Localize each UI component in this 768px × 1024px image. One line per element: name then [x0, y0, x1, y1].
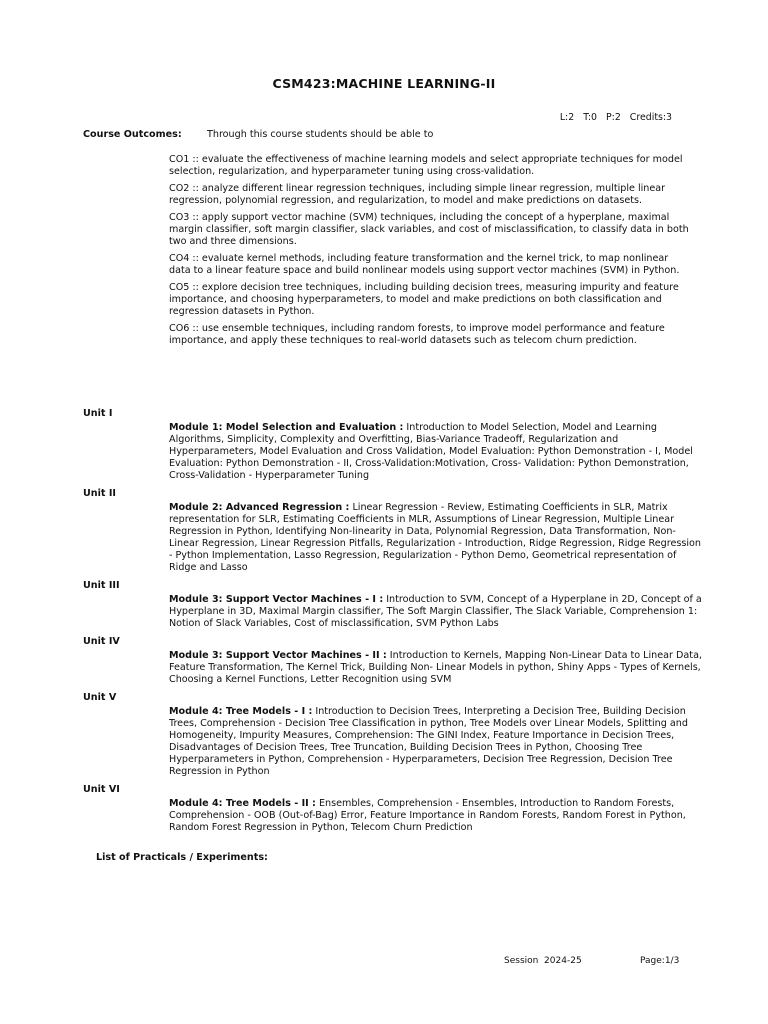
unit-module — [169, 594, 705, 630]
course-outcome-item: CO6 :: use ensemble techniques, including random forests, to improve model performance and feature importance, and apply these techniques to real-world datasets such as telecom churn prediction. — [169, 323, 665, 346]
module-content: Linear Regression - Review, Estimating Coefficients in SLR, Matrix representation for SLR, Estimating Coefficients in MLR, Assumptions of Linear Regression, Multiple Linear Regression in Python, Identifying Non-linearity in Data, Polynomial Regression, Data Transformation, Non-Linear Regression, Linear Regression Pitfalls, Regularization - Introduction, Ridge Regression, Ridge Regression - Python Implementation, Lasso Regression, Regularization - Python Demo, Geometrical representation of Ridge and Lasso — [169, 502, 702, 573]
unit-module — [169, 706, 705, 778]
course-outcomes-list — [169, 154, 689, 352]
module-title: Module 3: Support Vector Machines - I : — [169, 594, 384, 605]
footer-session: Session 2024-25 — [504, 956, 582, 966]
unit-block — [83, 580, 705, 630]
lecture-hours: L:2 — [559, 112, 575, 123]
module-title: Module 2: Advanced Regression : — [169, 502, 350, 513]
module-content: Introduction to SVM, Concept of a Hyperplane in 2D, Concept of a Hyperplane in 3D, Maximal Margin classifier, The Soft Margin Classifier, The Slack Variable, Comprehension 1: Notion of Slack Variables, Cost of misclassification, SVM Python Labs — [169, 594, 702, 629]
unit-block — [83, 488, 705, 574]
course-outcome-item: CO3 :: apply support vector machine (SVM) techniques, including the concept of a hyperplane, maximal margin classifier, soft margin classifier, slack variables, and cost of misclassification, to classify data in both two and three dimensions. — [169, 212, 689, 247]
practical-hours: P:2 — [606, 112, 621, 123]
course-outcomes-label: Course Outcomes: — [83, 129, 182, 140]
course-outcome-item: CO5 :: explore decision tree techniques, including building decision trees, measuring impurity and feature importance, and choosing hyperparameters, to model and make predictions on both classification and regression datasets in Python. — [169, 282, 679, 317]
module-content: Introduction to Model Selection, Model and Learning Algorithms, Simplicity, Complexity and Overfitting, Bias-Variance Tradeoff, Regularization and Hyperparameters, Model Evaluation and Cross Validation, Model Evaluation: Python Demonstration - I, Model Evaluation: Python Demonstration - II, Cross-Validation:Motivation, Cross- Validation: Python Demonstration, Cross-Validation - Hyperparameter Tuning — [169, 422, 693, 481]
module-content: Ensembles, Comprehension - Ensembles, Introduction to Random Forests, Comprehension - OOB (Out-of-Bag) Error, Feature Importance in Random Forests, Random Forest in Python, Random Forest Regression in Python, Telecom Churn Prediction — [169, 798, 686, 833]
module-content: Introduction to Decision Trees, Interpreting a Decision Tree, Building Decision Trees, Comprehension - Decision Tree Classification in python, Tree Models over Linear Models, Splitting and Homogeneity, Impurity Measures, Comprehension: The GINI Index, Feature Importance in Decision Trees, Disadvantages of Decision Trees, Tree Truncation, Building Decision Trees in Python, Choosing Tree Hyperparameters in Python, Comprehension - Hyperparameters, Decision Tree Regression, Decision Tree Regression in Python — [169, 706, 688, 777]
course-outcome-item: CO2 :: analyze different linear regression techniques, including simple linear regression, multiple linear regression, polynomial regression, and regularization, to model and make predictions on datasets. — [169, 183, 666, 206]
course-title: CSM423:MACHINE LEARNING-II — [272, 76, 496, 91]
unit-label: Unit V — [83, 692, 117, 703]
unit-block — [83, 408, 705, 482]
credits-line — [545, 100, 672, 124]
unit-block — [83, 784, 705, 834]
unit-block — [83, 692, 705, 778]
footer-page-number: Page:1/3 — [640, 956, 680, 966]
units-section — [83, 408, 705, 840]
course-outcomes-intro: Through this course students should be able to — [207, 129, 434, 140]
unit-module — [169, 422, 705, 482]
unit-module — [169, 502, 705, 574]
module-title: Module 1: Model Selection and Evaluation : — [169, 422, 404, 433]
module-title: Module 4: Tree Models - I : — [169, 706, 313, 717]
unit-label: Unit IV — [83, 636, 120, 647]
tutorial-hours: T:0 — [583, 112, 598, 123]
unit-module — [169, 798, 705, 834]
module-title: Module 4: Tree Models - II : — [169, 798, 316, 809]
course-outcome-item: CO1 :: evaluate the effectiveness of machine learning models and select appropriate techniques for model selection, regularization, and hyperparameter tuning using cross-validation. — [169, 154, 683, 177]
unit-module — [169, 650, 705, 686]
credits-value: Credits:3 — [629, 112, 672, 123]
module-content: Introduction to Kernels, Mapping Non-Linear Data to Linear Data, Feature Transformation, The Kernel Trick, Building Non- Linear Models in python, Shiny Apps - Types of Kernels, Choosing a Kernel Functions, Letter Recognition using SVM — [169, 650, 702, 685]
unit-block — [83, 636, 705, 686]
module-title: Module 3: Support Vector Machines - II : — [169, 650, 387, 661]
unit-label: Unit II — [83, 488, 116, 499]
unit-label: Unit VI — [83, 784, 120, 795]
practicals-heading: List of Practicals / Experiments: — [96, 852, 268, 863]
unit-label: Unit III — [83, 580, 120, 591]
unit-label: Unit I — [83, 408, 113, 419]
course-outcome-item: CO4 :: evaluate kernel methods, including feature transformation and the kernel trick, to map nonlinear data to a linear feature space and build nonlinear models using support vector machines (SVM) in Python. — [169, 253, 680, 276]
